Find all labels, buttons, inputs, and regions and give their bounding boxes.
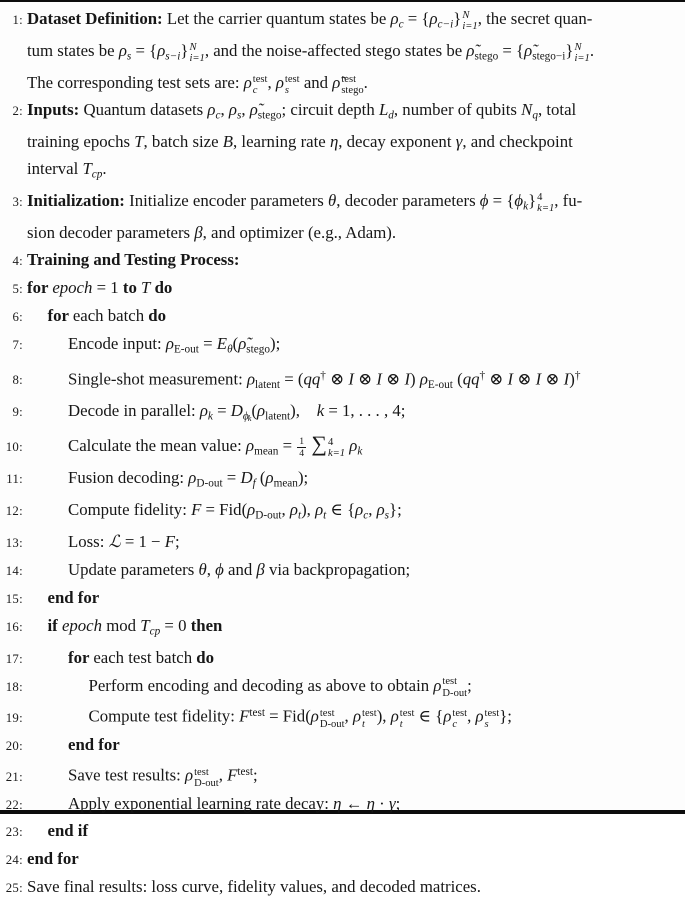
math-supsub-stack: test s <box>284 74 300 97</box>
line-number: 4: <box>12 254 23 269</box>
line-number: 22: <box>5 797 23 812</box>
math-supsub-stack: N i=1 <box>189 41 205 65</box>
math-supsub-stack: N i=1 <box>574 41 590 65</box>
line-content: Dataset Definition: Let the carrier quantum states be $\rho_c = \{\rho_{c-i}\}$ N i=1 , the secret quan- tum states be $\rho_s = \{\rho_{s-i}\}$ N i=1 , and the noise-affected stego states be $\rhõ_{stego}$ = $\{\rhõ_{stego-i}\}$ N i=1 . The corresponding test sets are: ρ test c , ρ test s and ρ̃ test stego . <box>27 9 595 97</box>
algorithm-line-23 <box>0 818 683 846</box>
line-number: 21: <box>5 769 23 784</box>
line-content: for epoch = 1 to T do <box>27 278 173 298</box>
line-content: Perform encoding and decoding as above to obtain ρ test D-out ; <box>88 675 472 699</box>
line-content: Training and Testing Process: <box>27 250 240 270</box>
line-content: end for <box>27 849 79 869</box>
line-number: 15: <box>5 591 23 606</box>
line-number: 20: <box>5 738 23 753</box>
algorithm-line-22 <box>0 791 683 819</box>
math-fraction: $\frac{1}{4}$ <box>299 435 305 460</box>
line-number: 10: <box>5 439 23 454</box>
line-content: Update parameters θ, ϕ and β via backpropagation; <box>68 560 411 580</box>
line-content: for each batch do <box>47 305 167 325</box>
algorithm-line-17 <box>0 645 683 673</box>
algorithm-line-10 <box>0 433 683 465</box>
algorithm-line-2 <box>0 97 683 188</box>
algorithm-line-13 <box>0 529 683 557</box>
line-content: Compute fidelity: $F = Fid(\rho_{D-out}$, $\rho_t$), $\rho_t$ ∈ {$\rho_c$, $\rho_s$}; <box>68 500 402 522</box>
math-supsub-stack: test t <box>399 707 415 730</box>
algorithm-line-6 <box>0 303 683 331</box>
line-number: 19: <box>5 710 23 725</box>
math-supsub-stack: test stego <box>341 74 364 97</box>
math-supsub-stack: test s <box>484 707 500 730</box>
algorithm-line-8 <box>0 363 683 399</box>
math-supsub-stack: 4 k=1 <box>327 436 346 459</box>
algorithm-line-1 <box>0 6 683 97</box>
line-content: for each test batch do <box>68 647 215 667</box>
line-number: 23: <box>5 825 23 840</box>
line-number: 11: <box>6 471 23 486</box>
algorithm-line-9 <box>0 398 683 432</box>
math-supsub-stack: test D-out <box>194 766 219 789</box>
math-supsub-stack: test D-out <box>442 676 468 699</box>
algorithm-line-21 <box>0 759 683 790</box>
algorithm-line-11 <box>0 465 683 497</box>
line-content: Save final results: loss curve, fidelity values, and decoded matrices. <box>27 877 481 897</box>
algorithm-line-19 <box>0 700 683 731</box>
line-number: 3: <box>12 195 23 210</box>
line-number: 1: <box>12 13 23 27</box>
line-content: Single-shot measurement: $\rho_{latent} = (qq^\dagger$ ⊗ I ⊗ I ⊗ I) $\rho_{E-out}$ (qq† ⊗ I ⊗ I ⊗ I)† <box>68 369 581 391</box>
line-number: 16: <box>5 619 23 634</box>
algorithm-line-12 <box>0 497 683 529</box>
line-number: 18: <box>5 679 23 694</box>
line-content: end for <box>47 587 100 607</box>
line-number: 12: <box>5 504 23 519</box>
line-content: Encode input: $\rho_{E-out}$ = $E_\theta(\rhõ_{stego})$; <box>68 333 281 356</box>
algorithm-line-14 <box>0 557 683 585</box>
line-number: 5: <box>12 282 23 297</box>
algorithm-line-24 <box>0 846 683 874</box>
line-content: end if <box>47 821 89 841</box>
line-number: 25: <box>5 881 23 896</box>
algorithm-line-18 <box>0 673 683 701</box>
line-number: 8: <box>12 373 23 388</box>
line-content: Fusion decoding: $\rho_{D-out} = D_f$ $(\rho_{mean})$; <box>68 467 309 490</box>
line-number: 24: <box>5 853 23 868</box>
math-supsub-stack: test c <box>252 74 268 97</box>
algorithm-line-25 <box>0 874 683 902</box>
line-content: Compute test fidelity: $F^{test} = Fid(\rho$ test D-out , ρ test t ), ρ test t ∈ {ρ test c , ρ test s }; <box>88 706 512 730</box>
algorithm-line-20 <box>0 732 683 760</box>
line-content: Decode in parallel: $\rho_k = D_{\phi k}(\rho_{latent})$, k = 1, . . . , 4; <box>68 401 406 423</box>
math-supsub-stack: test D-out <box>319 707 345 730</box>
algorithm-line-5 <box>0 275 683 303</box>
math-supsub-stack: 4 k=1 <box>537 192 555 215</box>
line-content: end for <box>68 734 120 754</box>
algorithm-line-7 <box>0 331 683 363</box>
line-number: 2: <box>12 104 23 119</box>
line-number: 13: <box>5 536 23 551</box>
algorithm-line-16 <box>0 613 683 645</box>
line-content: Apply exponential learning rate decay: η ← η · γ; <box>68 793 401 813</box>
line-content: Initialization: Initialize encoder parameters θ, decoder parameters $\phi = \{\phi_k\}$ 4 k=1 , fu- sion decoder parameters β, and optimizer (e.g., Adam). <box>27 191 583 243</box>
algorithm-lines <box>0 6 683 902</box>
line-content: if epoch mod $T_{cp} = 0$ then <box>47 615 223 638</box>
algorithm-line-3 <box>0 188 683 247</box>
line-number: 9: <box>12 405 23 420</box>
algorithm-line-4 <box>0 247 683 275</box>
line-number: 7: <box>12 337 23 352</box>
math-supsub-stack: N i=1 <box>462 9 478 33</box>
math-supsub-stack: test t <box>362 707 377 730</box>
line-content: Save test results: ρ test D-out , $F^{test}$; <box>68 765 258 789</box>
algorithm-line-15 <box>0 585 683 613</box>
line-content: Loss: ℒ = 1 − F; <box>68 532 180 552</box>
math-supsub-stack: test c <box>452 707 468 730</box>
line-number: 17: <box>5 651 23 666</box>
line-content: Inputs: Quantum datasets $\rho_c$, $\rho_s$, $\rhõ_{stego}$; circuit depth $L_d$, number of qubits $N_q$, total training epochs T, batch size B, learning rate η, decay exponent γ, and checkpoint interval $T_{cp}$. <box>27 100 577 181</box>
line-content: Calculate the mean value: $\rho_{mean}$ = $\frac{1}{4}$ ∑ 4 k=1 $\rho_k$ <box>68 431 363 460</box>
line-number: 14: <box>5 564 23 579</box>
line-number: 6: <box>12 309 23 324</box>
